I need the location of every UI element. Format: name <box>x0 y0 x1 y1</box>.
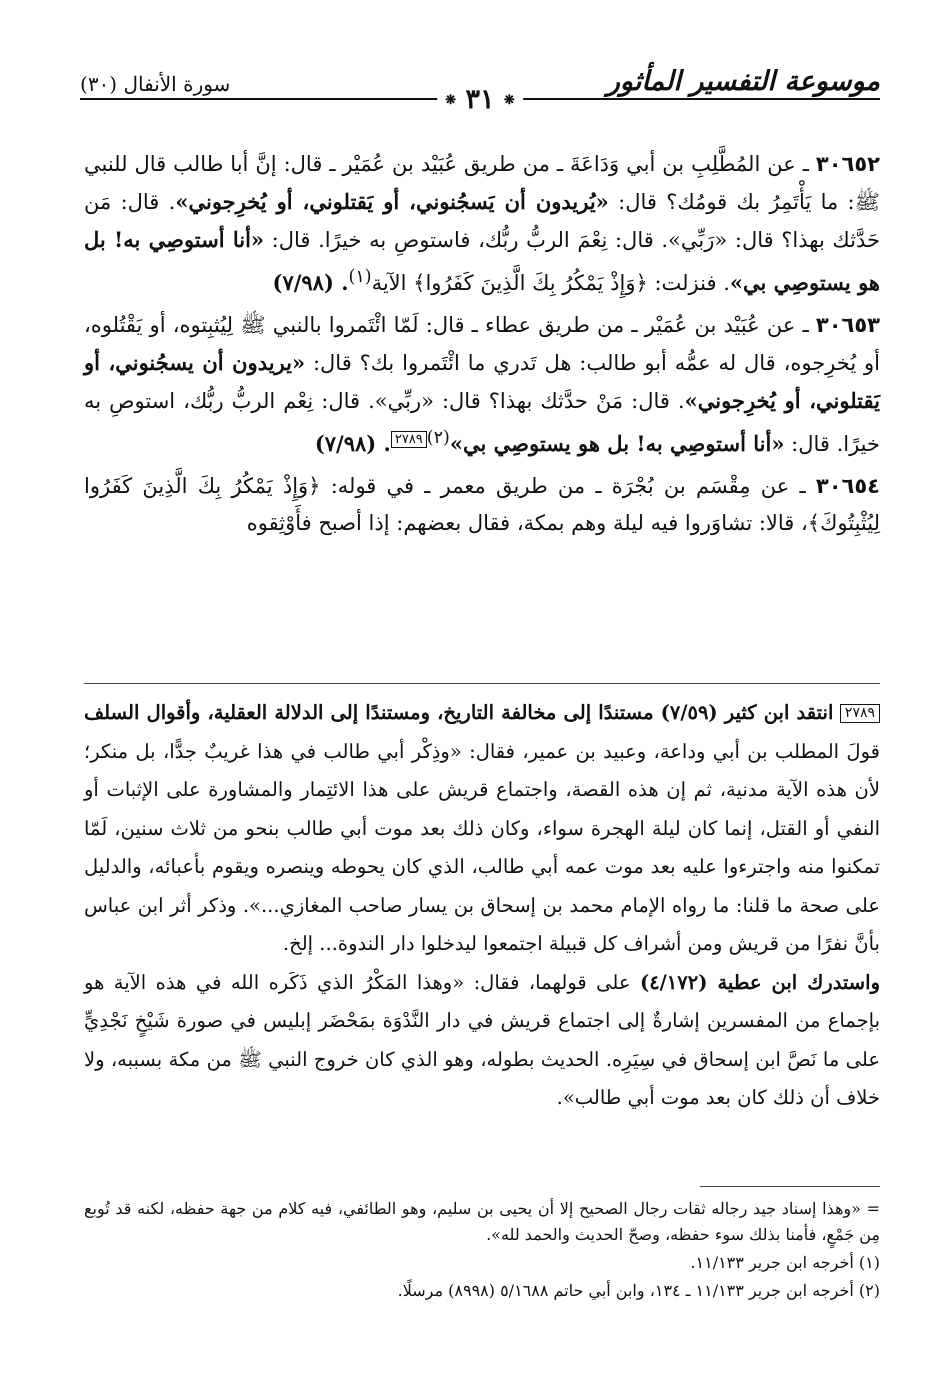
bold-text: «أنا أستوصِي به! بل هو يستوصِي بي» <box>449 431 785 456</box>
commentary <box>84 694 880 1118</box>
hadith-number: ٣٠٦٥٣ <box>815 313 880 337</box>
hadith-text: . قال: مَن حَدَّثك بهذا؟ قال: «رَبِّي». قال: نِعْمَ الربُّ ربُّك، فاستوصِ به خيرًا. قال: <box>84 190 880 252</box>
hadith-entry: ٣٠٦٥٣ ـ عن عُبَيْد بن عُمَيْر ـ من طريق عطاء ـ قال: لَمّا ائْتَمروا بالنبي ﷺ لِيُثبِتوه، أو يَقْتُلوه، أو يُخرِجوه، قال له عمُّه أبو طالب: هل تَدري ما ائْتَمروا بك؟ قال: «يريدون أن يسجُنوني، أو يَقتلوني، أو يُخرِجوني». قال: مَنْ حدَّثك بهذا؟ قال: «ربِّي». قال: نِعْم الربُّ ربُّك، استوصِ به خيرًا. قال: «أنا أستوصِي به! بل هو يستوصِي بي»$^{(٢)}$٢٧٨٩. (٧/٩٨) <box>84 313 880 456</box>
commentary-ref-box: ٢٧٨٩ <box>391 431 427 448</box>
commentary-divider <box>84 683 880 684</box>
commentary-lead: انتقد ابن كثير (٧/٥٩) مستندًا إلى مخالفة التاريخ، ومستندًا إلى الدلالة العقلية، وأقوال السلف <box>84 701 834 724</box>
page-number <box>437 84 523 115</box>
footnotes <box>84 1196 880 1304</box>
commentary-lead: واستدرك ابن عطية (٤/١٧٢) <box>639 970 880 994</box>
footnote: (١) أخرجه ابن جرير ١١/١٣٣. <box>690 1253 880 1272</box>
commentary-paragraph <box>84 964 880 1118</box>
bold-text: «أنا أستوصِي به! بل هو يستوصِي بي» <box>84 227 880 295</box>
hadith-entry: ٣٠٦٥٢ ـ عن المُطَّلِبِ بن أبي وَدَاعَةَ ـ من طريق عُبَيْد بن عُمَيْر ـ قال: إنَّ أبا طالب قال للنبي ﷺ: ما يَأْتَمِرُ بك قومُك؟ قال: «يُريدون أن يَسجُنوني، أو يَقتلوني، أو يُخرِجوني». قال: مَن حَدَّثك بهذا؟ قال: «رَبِّي». قال: نِعْمَ الربُّ ربُّك، فاستوصِ به خيرًا. قال: «أنا أستوصِي به! بل هو يستوصِي بي». فنزلت: ﴿وَإِذْ يَمْكُرُ بِكَ الَّذِينَ كَفَرُوا﴾ الآية$^{(١)}$. (٧/٩٨) <box>84 152 880 295</box>
surah-name: سورة الأنفال (٣٠) <box>80 72 236 96</box>
bold-text: . (٧/٩٨) <box>272 270 349 295</box>
footnote-divider <box>700 1186 880 1187</box>
hadith-text: . فنزلت: ﴿وَإِذْ يَمْكُرُ بِكَ الَّذِينَ كَفَرُوا﴾ الآية <box>371 271 730 295</box>
footnote: (٢) أخرجه ابن جرير ١١/١٣٣ ـ ١٣٤، وابن أبي حاتم ٥/١٦٨٨ (٨٩٩٨) مرسلًا. <box>397 1281 880 1300</box>
hadith-number: ٣٠٦٥٤ <box>815 474 880 498</box>
commentary-text: قولَ المطلب بن أبي وداعة، وعبيد بن عمير، فقال: «وذِكْر أبي طالب في هذا غريبٌ جدًّا، بل منكر؛ لأن هذه الآية مدنية، ثم إن هذه القصة، واجتماع قريش على هذا الائتِمار والمشاورة على الإثبات أو النفي أو القتل، إنما كان ليلة الهجرة سواء، وكان ذلك بعد موت أبي طالب بنحو من ثلاث سنين، لَمّا تمكنوا منه واجترءوا عليه بعد موت عمه أبي طالب، الذي كان يحوطه وينصره ويقوم بأعبائه، والدليل على صحة ما قلنا: ما رواه الإمام محمد بن إسحاق بن يسار صاحب المغازي...». وذكر أثر ابن عباس بأنَّ نفرًا من قريش ومن أشراف كل قبيلة اجتمعوا ليدخلوا دار الندوة... إلخ. <box>84 739 880 955</box>
footnote-ref: (١) <box>348 267 372 287</box>
commentary-paragraph <box>84 694 880 964</box>
page-number-text: ٣١ <box>465 84 495 115</box>
bold-text: «يُريدون أن يَسجُنوني، أو يَقتلوني، أو يُخرِجوني» <box>175 189 609 214</box>
ornament-icon: ❋ <box>503 93 515 108</box>
footnote: = «وهذا إسناد جيد رجاله ثقات رجال الصحيح إلا أن يحيى بن سليم، وهو الطائفي، فيه كلام من جهة حفظه، لكنه قد تُوبع مِن جَمْعٍ، فأمنا بذلك سوء حفظه، وصحّ الحديث والحمد لله». <box>84 1199 880 1244</box>
ornament-icon: ❋ <box>445 93 457 108</box>
page-header <box>80 60 880 120</box>
hadith-entry: ٣٠٦٥٤ ـ عن مِقْسَم بن بُجْرَة ـ من طريق معمر ـ في قوله: ﴿وَإِذْ يَمْكُرُ بِكَ الَّذِينَ كَفَرُوا لِيُثْبِتُوكَ﴾، قالا: تشاوَروا فيه ليلة وهم بمكة، فقال بعضهم: إذا أصبح فأَوْثِقوه <box>84 474 880 535</box>
commentary-text: على قولهما، فقال: «وهذا المَكْرُ الذي ذَكَره الله في هذه الآية هو بإجماع من المفسرين إشارةٌ إلى اجتماع قريش في دار النَّدْوَة بمَحْضَر إبليس في صورة شَيْخٍ نَجْدِيٍّ على ما نَصَّ ابن إسحاق في سِيَرِه. الحديث بطوله، وهو الذي كان خروج النبي ﷺ من مكة بسببه، ولا خلاف أن ذلك كان بعد موت أبي طالب». <box>84 970 881 1109</box>
bold-text: «يريدون أن يسجُنوني، أو يَقتلوني، أو يُخرِجوني» <box>84 350 880 413</box>
hadith-text: عن عُبَيْد بن عُمَيْر ـ من طريق عطاء ـ قال: لَمّا ائْتَمروا بالنبي ﷺ لِيُثبِتوه، أو يَقْتُلوه، أو يُخرِجوه، قال له عمُّه أبو طالب: هل تَدري ما ائْتَمروا بك؟ قال: <box>84 313 880 375</box>
footnote-ref: (٢) <box>426 428 450 448</box>
hadith-text: عن مِقْسَم بن بُجْرَة ـ من طريق معمر ـ في قوله: ﴿وَإِذْ يَمْكُرُ بِكَ الَّذِينَ كَفَرُوا لِيُثْبِتُوكَ﴾، قالا: تشاوَروا فيه ليلة وهم بمكة، فقال بعضهم: إذا أصبح فأَوْثِقوه <box>84 474 880 535</box>
hadith-number: ٣٠٦٥٢ <box>815 152 880 176</box>
bold-text: . (٧/٩٨) <box>314 431 391 456</box>
hadith-text: عن المُطَّلِبِ بن أبي وَدَاعَةَ ـ من طريق عُبَيْد بن عُمَيْر ـ قال: إنَّ أبا طالب قال للنبي ﷺ: ما يَأْتَمِرُ بك قومُك؟ قال: <box>84 152 880 214</box>
main-text <box>84 146 880 542</box>
hadith-text: . قال: مَنْ حدَّثك بهذا؟ قال: «ربِّي». قال: نِعْم الربُّ ربُّك، استوصِ به خيرًا. قال: <box>84 389 880 456</box>
commentary-number-box: ٢٧٨٩ <box>840 704 880 723</box>
book-title: موسوعة التفسير المأثور <box>601 66 880 97</box>
